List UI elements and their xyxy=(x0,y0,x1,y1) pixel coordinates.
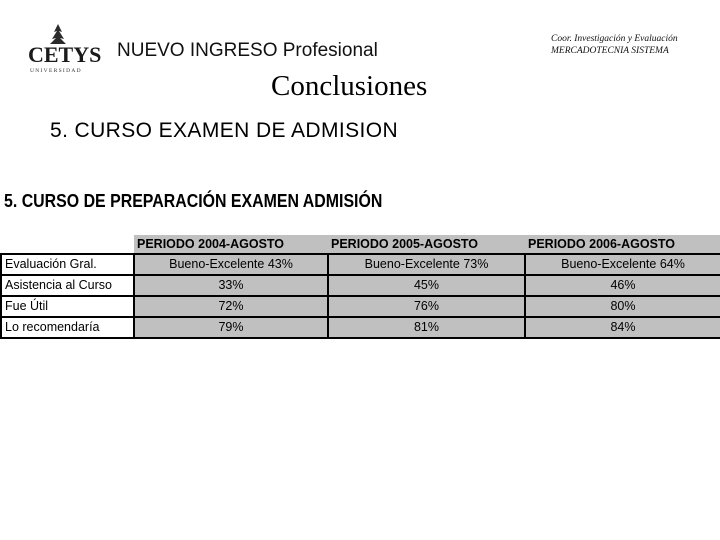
table-row xyxy=(1,296,720,317)
cetys-logo xyxy=(24,22,102,80)
table-cell: 79% xyxy=(134,317,328,338)
table-row xyxy=(1,317,720,338)
table-cell: 72% xyxy=(134,296,328,317)
column-header: PERIODO 2006-AGOSTO xyxy=(525,235,720,254)
column-header: PERIODO 2004-AGOSTO xyxy=(134,235,328,254)
table-title: 5. CURSO DE PREPARACIÓN EXAMEN ADMISIÓN xyxy=(4,190,383,211)
table-cell: 46% xyxy=(525,275,720,296)
header-title: NUEVO INGRESO Profesional xyxy=(117,40,378,61)
row-label: Fue Útil xyxy=(1,296,134,317)
table-cell: Bueno-Excelente 64% xyxy=(525,254,720,275)
table-row xyxy=(1,254,720,275)
table-cell: Bueno-Excelente 43% xyxy=(134,254,328,275)
row-label: Asistencia al Curso xyxy=(1,275,134,296)
logo-wordmark: CETYS xyxy=(28,42,102,67)
row-label: Evaluación Gral. xyxy=(1,254,134,275)
table-cell: 81% xyxy=(328,317,525,338)
column-header: PERIODO 2005-AGOSTO xyxy=(328,235,525,254)
table-cell: 84% xyxy=(525,317,720,338)
coordination-line-2: MERCADOTECNIA SISTEMA xyxy=(551,46,669,56)
header-blank-cell xyxy=(1,235,134,254)
table-cell: 33% xyxy=(134,275,328,296)
page-title: Conclusiones xyxy=(271,70,428,102)
coordination-note xyxy=(551,33,678,57)
table-row xyxy=(1,275,720,296)
table-cell: Bueno-Excelente 73% xyxy=(328,254,525,275)
logo-subtext: UNIVERSIDAD xyxy=(30,68,82,74)
table-cell: 76% xyxy=(328,296,525,317)
table-cell: 80% xyxy=(525,296,720,317)
row-label: Lo recomendaría xyxy=(1,317,134,338)
section-subtitle: 5. CURSO EXAMEN DE ADMISION xyxy=(50,119,399,142)
results-table xyxy=(0,235,720,339)
table-header-row xyxy=(1,235,720,254)
table-cell: 45% xyxy=(328,275,525,296)
coordination-line-1: Coor. Investigación y Evaluación xyxy=(551,34,678,44)
